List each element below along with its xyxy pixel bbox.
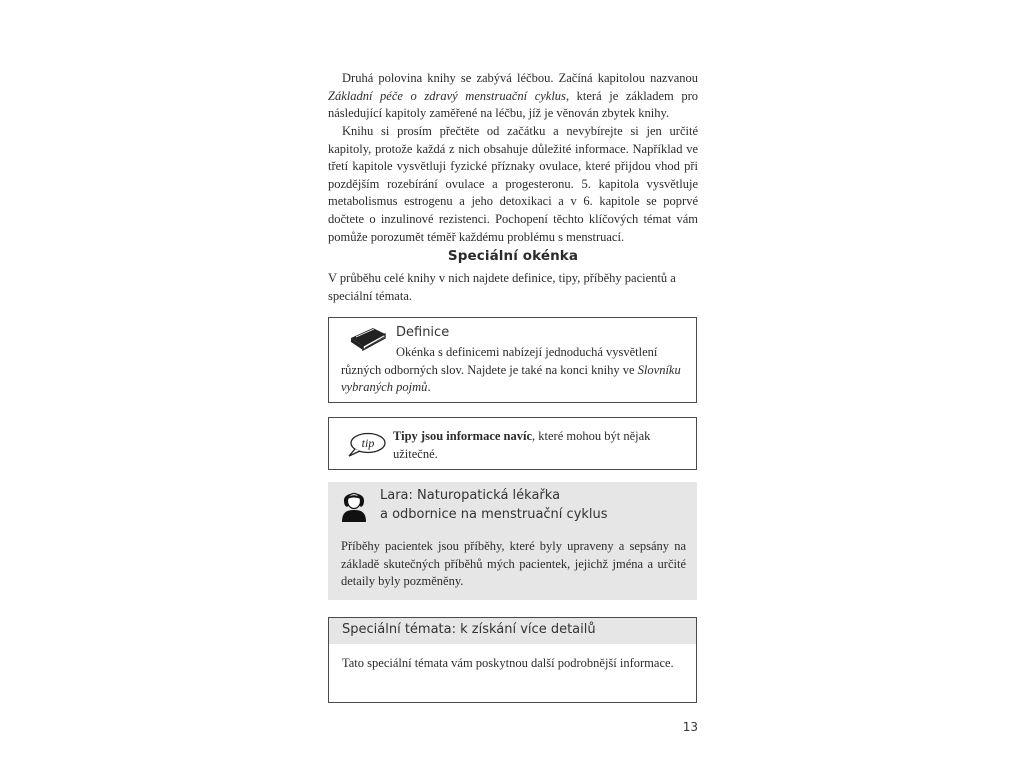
intro-p1-italic: Základní péče o zdravý menstruační cyklus	[328, 88, 566, 103]
patient-story-box	[328, 482, 697, 600]
intro-paragraph-1	[328, 70, 698, 123]
patient-story-text: Příběhy pacientek jsou příběhy, které byly upraveny a sepsány na základě skutečných příběhů mých pacientek, jejichž jména a určité detaily byly pozměněny.	[341, 539, 686, 589]
intro-paragraph-2: Knihu si prosím přečtěte od začátku a nevybírejte si jen určité kapitoly, protože každá z nich obsahuje důležité informace. Například ve třetí kapitole vysvětluji fyzické příznaky ovulace, které přijdou vhod při pozdějším rozebírání ovulace a progesteronu. 5. kapitola vysvětluje metabolismus estrogenu a jeho detoxikaci a v 6. kapitole se poprvé dočtete o inzulinové rezistenci. Pochopení těchto klíčových témat vám pomůže porozumět téměř každému problému s menstruací.	[328, 124, 698, 244]
special-topic-box	[328, 617, 697, 703]
definition-text-end: .	[427, 380, 431, 395]
intro-p1-start: Druhá polovina knihy se zabývá léčbou. Začíná kapitolou nazvanou	[342, 71, 698, 85]
person-icon	[340, 488, 368, 527]
section-heading: Speciální okénka	[447, 248, 579, 264]
intro-p1-end: , která je základem pro následující kapitoly zaměřené na léčbu, jíž je věnován zbytek knihy.	[328, 88, 698, 121]
patient-story-title-line2: a odbornice na menstruační cyklus	[380, 507, 608, 522]
definition-text-main: Okénka s definicemi nabízejí jednoduchá vysvětlení různých odborných slov. Najdete je také na konci knihy ve	[341, 345, 658, 377]
tip-icon	[347, 432, 387, 463]
tip-text-rest: , které mohou být nějak užitečné.	[393, 429, 651, 461]
definition-text	[341, 344, 683, 397]
patient-story-title-line1: Lara: Naturopatická lékařka	[380, 488, 561, 503]
tip-box	[328, 417, 697, 470]
page-number: 13	[682, 720, 698, 734]
tip-text	[393, 428, 685, 463]
tip-text-bold: Tipy jsou informace navíc	[393, 429, 533, 443]
special-topic-text: Tato speciální témata vám poskytnou další podrobnější informace.	[342, 656, 674, 670]
patient-story-title	[380, 486, 680, 524]
definition-text-italic: Slovníku vybraných pojmů	[341, 362, 681, 395]
tip-icon-label: tip	[361, 436, 375, 450]
definition-title: Definice	[396, 325, 450, 340]
definition-box	[328, 317, 697, 403]
section-intro: V průběhu celé knihy v nich najdete definice, tipy, příběhy pacientů a speciální témata.	[328, 271, 676, 303]
special-topic-title: Speciální témata: k získání více detailů	[329, 618, 696, 644]
